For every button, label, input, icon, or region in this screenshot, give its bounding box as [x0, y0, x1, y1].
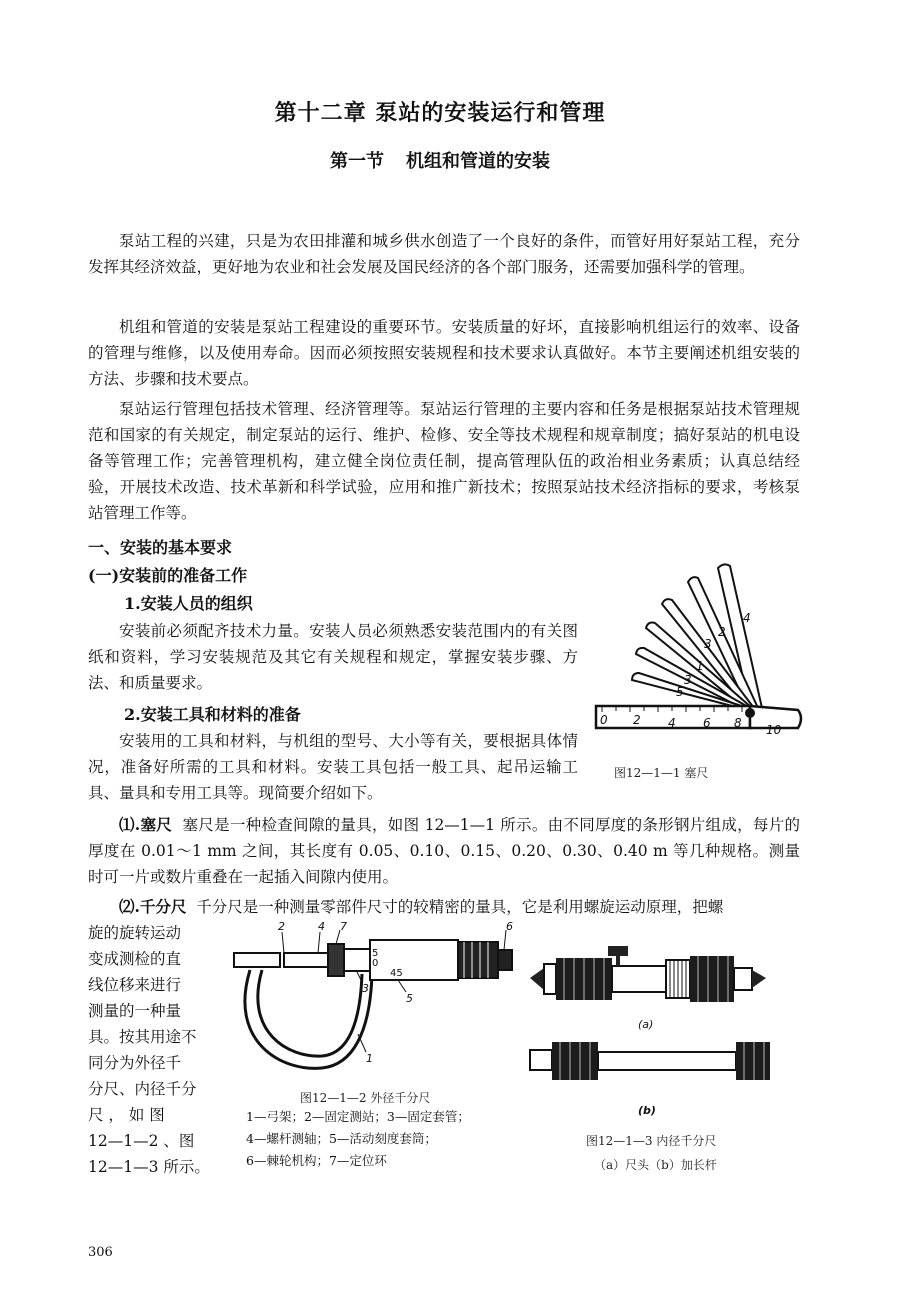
part-label: 7 — [340, 922, 347, 933]
micrometer-frame — [245, 970, 372, 1068]
spindle — [284, 953, 330, 967]
sleeve — [344, 949, 370, 971]
paragraph-micrometer — [88, 894, 800, 920]
scale-label: 6 — [703, 716, 711, 730]
part-label: 3 — [362, 982, 369, 995]
outside-micrometer-figure — [222, 922, 520, 1080]
fig2-note: 4—螺杆测轴；5—活动刻度套筒； — [246, 1131, 437, 1146]
blade-label: 3 — [704, 637, 712, 651]
scale-label: 4 — [668, 716, 676, 730]
scale-label: 2 — [633, 713, 641, 727]
fig3-subcaption: （a）尺头（b）加长杆 — [594, 1158, 717, 1172]
extension-rod — [530, 1042, 770, 1080]
text-line: 线位移来进行 — [88, 976, 182, 994]
text-line: 12—1—3 所示。 — [88, 1158, 210, 1176]
scale-label: 5 — [372, 948, 379, 959]
fig3-caption: 图12—1—3 内径千分尺 — [586, 1134, 717, 1148]
heading-preparation: (一)安装前的准备工作 — [88, 566, 248, 585]
text-line: 12—1—2 、图 — [88, 1132, 195, 1150]
paragraph-management: 泵站运行管理包括技术管理、经济管理等。泵站运行管理的主要内容和任务是根据泵站技术管理规范和国家的有关规定，制定泵站的运行、维护、检修、安全等技术规程和规章制度；搞好泵站的机电设备等管理工作；完善管理机构，建立健全岗位责任制，提高管理队伍的政治相业务素质；认真总结经验，开展技术改造、技术革新和科学试验，应用和推广新技术；按照泵站技术经济指标的要求，考核泵站管理工作等。 — [88, 400, 800, 522]
feeler-term: ⑴.塞尺 — [119, 815, 173, 834]
measuring-head — [530, 946, 766, 1002]
fig2-note: 1—弓架；2—固定测站；3—固定套管； — [246, 1109, 470, 1124]
blade-label: 5 — [676, 685, 684, 699]
heading-tools: 2.安装工具和材料的准备 — [124, 705, 301, 724]
feeler-text: 塞尺是一种检查间隙的量具，如图 12—1—1 所示。由不同厚度的条形钢片组成，每片的厚度在 0.01～1 mm 之间，其长度有 0.05、0.10、0.15、0.20、0.30、0.40 m 等几种规格。测量时可一片或数片重叠在一起插入间隙内使用。 — [88, 816, 800, 886]
label-b: (b) — [638, 1104, 656, 1117]
text-line: 同分为外径千 — [88, 1054, 182, 1072]
micrometer-text-column — [88, 920, 210, 1180]
section-title — [0, 147, 880, 173]
scale-label: 0 — [372, 958, 379, 969]
part-label: 2 — [278, 922, 285, 933]
fig2-caption: 图12—1—2 外径千分尺 — [300, 1091, 431, 1105]
fig1-caption: 图12—1—1 塞尺 — [614, 766, 709, 780]
scale-label: 8 — [734, 716, 742, 730]
part-label: 6 — [506, 922, 513, 933]
paragraph-feeler — [88, 812, 800, 890]
heading-basic-requirements: 一、安装的基本要求 — [88, 538, 233, 557]
text-line: 分尺、内径千分 — [88, 1080, 197, 1098]
blade-label: 2 — [718, 625, 726, 639]
fig2-notes — [246, 1106, 470, 1172]
paragraph-installation: 机组和管道的安装是泵站工程建设的重要环节。安装质量的好坏，直接影响机组运行的效率、设备的管理与维修，以及使用寿命。因而必须按照安装规程和技术要求认真做好。本节主要阐述机组安装的方法、步骤和技术要点。 — [88, 318, 800, 388]
micrometer-term: ⑵.千分尺 — [119, 897, 187, 916]
scale-label: 10 — [766, 723, 782, 737]
fixed-anvil — [234, 953, 280, 967]
blade-label: 3 — [684, 673, 692, 687]
text-line: 具。按其用途不 — [88, 1028, 197, 1046]
feeler-gauge-figure — [588, 560, 810, 738]
scale-label: 45 — [390, 968, 403, 979]
section-name: 机组和管道的安装 — [406, 151, 550, 172]
scale-label: 0 — [600, 713, 608, 727]
micrometer-frame — [258, 970, 362, 1056]
text-line: 变成测检的直 — [88, 950, 182, 968]
fig2-note: 6—棘轮机构；7—定位环 — [246, 1153, 387, 1168]
text-line: 旋的旋转运动 — [88, 924, 182, 942]
lock-ring — [328, 944, 344, 976]
blade-label: 4 — [743, 611, 751, 625]
part-label: 4 — [318, 922, 325, 933]
heading-personnel: 1.安装人员的组织 — [124, 594, 253, 613]
paragraph-intro: 泵站工程的兴建，只是为农田排灌和城乡供水创造了一个良好的条件，而管好用好泵站工程，充分发挥其经济效益，更好地为农业和社会发展及国民经济的各个部门服务，还需要加强科学的管理。 — [88, 232, 800, 276]
micrometer-text: 千分尺是一种测量零部件尺寸的较精密的量具，它是利用螺旋运动原理，把螺 — [196, 898, 724, 916]
section-number: 第一节 — [330, 151, 384, 172]
part-label: 1 — [366, 1052, 373, 1065]
inside-micrometer-figure — [526, 938, 780, 1118]
paragraph-tools: 安装用的工具和材料，与机组的型号、大小等有关，要根据具体情况，准备好所需的工具和材料。安装工具包括一般工具、起吊运输工具、量具和专用工具等。现简要介绍如下。 — [88, 732, 578, 802]
page-number: 306 — [88, 1245, 113, 1260]
blade-label: 1 — [696, 659, 704, 673]
ratchet — [498, 950, 512, 970]
paragraph-personnel: 安装前必须配齐技术力量。安装人员必须熟悉安装范围内的有关图纸和资料，学习安装规范及其它有关规程和规定，掌握安装步骤、方法、和质量要求。 — [88, 622, 578, 692]
chapter-title: 第十二章 泵站的安装运行和管理 — [274, 100, 606, 126]
text-line: 尺 ， 如 图 — [88, 1106, 165, 1124]
label-a: (a) — [638, 1018, 654, 1031]
text-line: 测量的一种量 — [88, 1002, 182, 1020]
part-label: 5 — [406, 992, 413, 1005]
thimble — [370, 940, 458, 980]
